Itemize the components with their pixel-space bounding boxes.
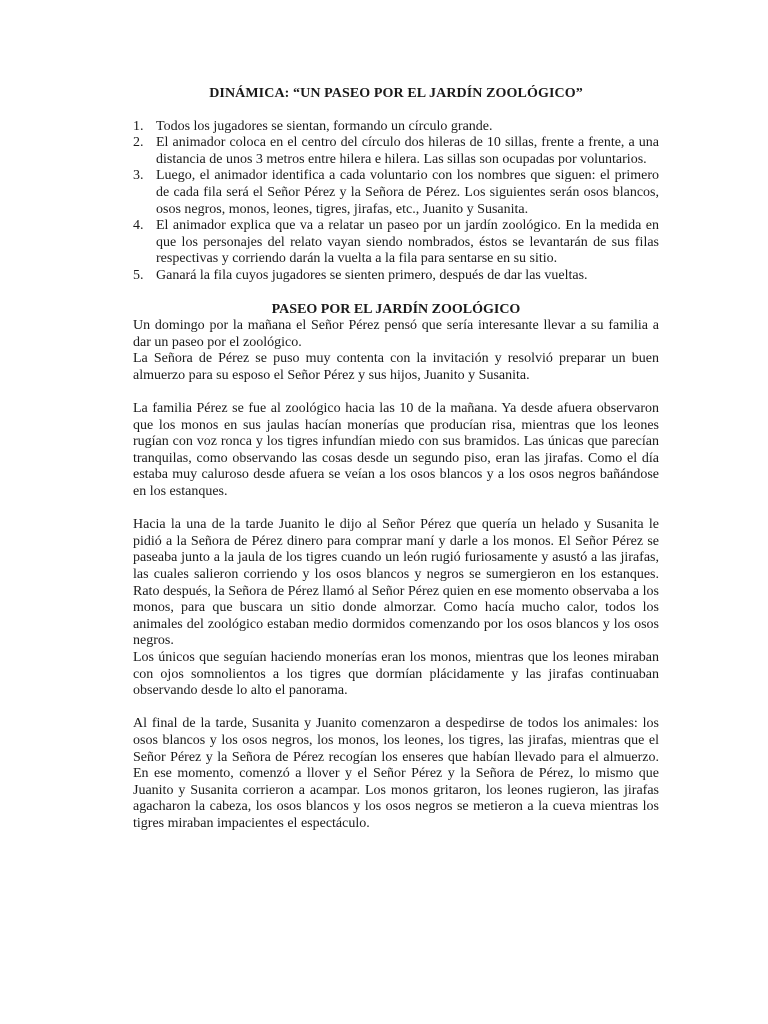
story-title: PASEO POR EL JARDÍN ZOOLÓGICO	[271, 301, 521, 317]
instruction-step	[133, 135, 659, 168]
step-text: El animador coloca en el centro del círculo dos hileras de 10 sillas, frente a frente, a una distancia de unos 3 metros entre hilera e hilera. Las sillas son ocupadas por voluntarios.	[156, 135, 659, 167]
step-text: Ganará la fila cuyos jugadores se sienten primero, después de dar las vueltas.	[156, 267, 588, 283]
document-title: DINÁMICA: “UN PASEO POR EL JARDÍN ZOOLÓGICO”	[209, 86, 583, 101]
step-number: 1.	[133, 118, 144, 134]
step-text: El animador explica que va a relatar un paseo por un jardín zoológico. En la medida en que los personajes del relato vayan siendo nombrados, éstos se levantarán de sus filas respectivas y corriendo darán la vuelta a la fila para sentarse en su sitio.	[156, 218, 659, 267]
story-paragraph: Hacia la una de la tarde Juanito le dijo al Señor Pérez que quería un helado y Susanita le pidió a la Señora de Pérez dinero para comprar maní y darle a los monos. El Señor Pérez se paseaba junto a la jaula de los tigres cuando un león rugió furiosamente y asustó a las jirafas, las cuales salieron corriendo y los osos blancos y negros se sumergieron en los estanques. Rato después, la Señora de Pérez llamó al Señor Pérez quien en ese momento observaba a los monos, para que buscara un sitio donde almorzar. Como hacía mucho calor, todos los animales del zoológico estaban medio dormidos comenzando por los osos blancos y los osos negros.	[133, 517, 659, 649]
story-paragraph: Al final de la tarde, Susanita y Juanito comenzaron a despedirse de todos los animales: los osos blancos y los osos negros, los monos, los leones, los tigres, las jirafas, mientras que el Señor Pérez y la Señora de Pérez recogían los enseres que habían llevado para el almuerzo. En ese momento, comenzó a llover y el Señor Pérez y la Señora de Pérez, lo mismo que Juanito y Susanita corrieron a acampar. Los monos gritaron, los leones rugieron, las jirafas agacharon la cabeza, los osos blancos y los osos negros se metieron a la cueva mientras los tigres miraban impacientes el espectáculo.	[133, 716, 659, 831]
step-text: Luego, el animador identifica a cada voluntario con los nombres que siguen: el primero de cada fila será el Señor Pérez y la Señora de Pérez. Los siguientes serán osos blancos, osos negros, monos, leones, tigres, jirafas, etc., Juanito y Susanita.	[156, 168, 659, 217]
step-text: Todos los jugadores se sientan, formando un círculo grande.	[156, 118, 493, 134]
story-paragraph: La Señora de Pérez se puso muy contenta con la invitación y resolvió preparar un buen almuerzo para su esposo el Señor Pérez y sus hijos, Juanito y Susanita.	[133, 351, 659, 383]
step-number: 4.	[133, 218, 144, 234]
instruction-step	[133, 218, 659, 268]
story-paragraph: Los únicos que seguían haciendo monerías eran los monos, mientras que los leones miraban con ojos somnolientos a los tigres que dormían plácidamente y las jirafas continuaban observando desde lo alto el panorama.	[133, 650, 659, 699]
step-number: 5.	[133, 267, 144, 283]
step-number: 3.	[133, 168, 144, 184]
story-body	[133, 318, 659, 832]
story-paragraph: La familia Pérez se fue al zoológico hacia las 10 de la mañana. Ya desde afuera observaron que los monos en sus jaulas hacían monerías que producían risa, mientras que los leones rugían con voz ronca y los tigres infundían miedo con sus bramidos. Las únicas que parecían tranquilas, como observando las cosas desde un segundo piso, eran las jirafas. Como el día estaba muy caluroso desde afuera se veían a los osos blancos y a los osos negros bañándose en los estanques.	[133, 401, 659, 500]
document-page	[133, 86, 659, 833]
instructions-list	[133, 119, 659, 285]
instruction-step	[133, 119, 659, 136]
step-number: 2.	[133, 135, 144, 151]
story-paragraph: Un domingo por la mañana el Señor Pérez pensó que sería interesante llevar a su familia a dar un paseo por el zoológico.	[133, 318, 659, 350]
instruction-step	[133, 268, 659, 285]
instruction-step	[133, 168, 659, 218]
